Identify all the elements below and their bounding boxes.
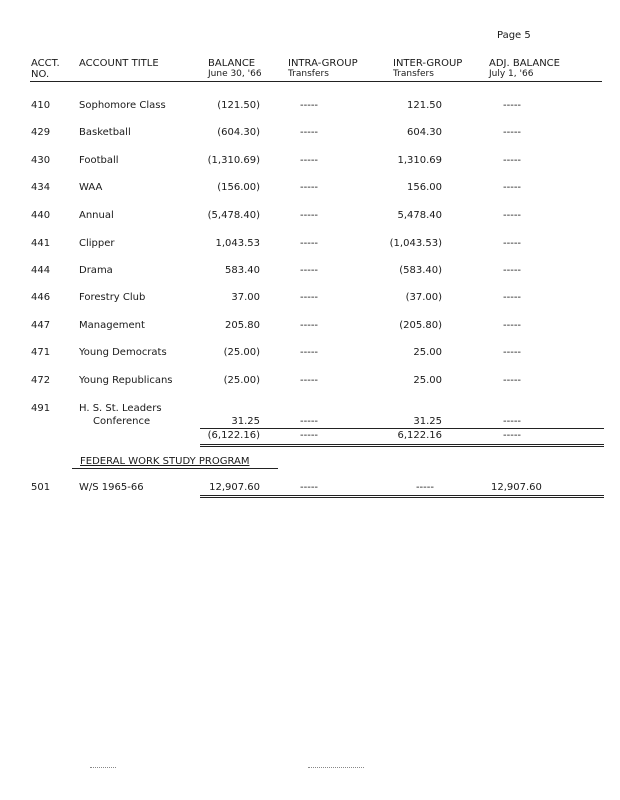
table-row [0, 375, 620, 389]
total-row [0, 430, 620, 444]
account-title: Football [79, 155, 119, 166]
inter-transfer: 156.00 [407, 182, 442, 193]
account-title-line2: Conference [93, 416, 151, 427]
intra-transfer: ----- [300, 482, 319, 493]
final-double-rule-bottom [200, 497, 604, 498]
scan-mark [308, 767, 364, 768]
header-balance-line2: June 30, '66 [208, 69, 262, 79]
account-title: Management [79, 320, 145, 331]
header-account-title: ACCOUNT TITLE [79, 58, 159, 69]
account-title: Drama [79, 265, 113, 276]
section-rule [72, 468, 278, 469]
account-title: WAA [79, 182, 103, 193]
acct-no: 491 [31, 403, 51, 414]
intra-transfer: ----- [300, 238, 319, 249]
header-balance-line1: BALANCE [208, 58, 256, 69]
table-row [0, 292, 620, 306]
balance: (25.00) [223, 375, 260, 386]
table-row-501 [0, 482, 620, 496]
total-intra: ----- [300, 430, 319, 441]
total-double-rule-bottom [200, 446, 604, 447]
intra-transfer: ----- [300, 292, 319, 303]
header-balance [208, 58, 262, 80]
acct-no: 444 [31, 265, 51, 276]
table-row [0, 210, 620, 224]
account-title: Forestry Club [79, 292, 146, 303]
account-title: Young Democrats [79, 347, 167, 358]
intra-transfer: ----- [300, 182, 319, 193]
acct-no: 429 [31, 127, 51, 138]
adj-balance: 12,907.60 [491, 482, 542, 493]
balance: (121.50) [217, 100, 260, 111]
table-row [0, 347, 620, 361]
inter-transfer: 121.50 [407, 100, 442, 111]
acct-no: 430 [31, 155, 51, 166]
inter-transfer: 31.25 [413, 416, 442, 427]
header-adj-balance [489, 58, 560, 80]
acct-no: 501 [31, 482, 51, 493]
table-row [0, 182, 620, 196]
table-row [0, 155, 620, 169]
page-number: Page 5 [497, 30, 531, 41]
acct-no: 440 [31, 210, 51, 221]
balance: (604.30) [217, 127, 260, 138]
account-title: Sophomore Class [79, 100, 166, 111]
balance: (1,310.69) [207, 155, 260, 166]
table-row-491 [0, 403, 620, 417]
inter-transfer: (37.00) [405, 292, 442, 303]
adj-balance: ----- [503, 210, 522, 221]
balance: 1,043.53 [215, 238, 260, 249]
intra-transfer: ----- [300, 210, 319, 221]
header-inter-group [393, 58, 462, 80]
intra-transfer: ----- [300, 416, 319, 427]
table-row [0, 127, 620, 141]
adj-balance: ----- [503, 100, 522, 111]
account-title: W/S 1965-66 [79, 482, 144, 493]
adj-balance: ----- [503, 265, 522, 276]
acct-no: 471 [31, 347, 51, 358]
final-double-rule-top [200, 495, 604, 496]
header-intra-group [288, 58, 358, 80]
subtotal-rule [200, 428, 604, 429]
table-row [0, 320, 620, 334]
inter-transfer: (1,043.53) [389, 238, 442, 249]
adj-balance: ----- [503, 320, 522, 331]
adj-balance: ----- [503, 416, 522, 427]
account-title: Young Republicans [79, 375, 173, 386]
adj-balance: ----- [503, 127, 522, 138]
header-inter-line1: INTER-GROUP [393, 58, 463, 69]
adj-balance: ----- [503, 182, 522, 193]
acct-no: 441 [31, 238, 51, 249]
intra-transfer: ----- [300, 347, 319, 358]
acct-no: 472 [31, 375, 51, 386]
inter-transfer: 5,478.40 [397, 210, 442, 221]
balance: 583.40 [225, 265, 260, 276]
section-title: FEDERAL WORK STUDY PROGRAM [80, 456, 250, 467]
account-title-line1: H. S. St. Leaders [79, 403, 162, 414]
balance: 31.25 [231, 416, 260, 427]
acct-no: 446 [31, 292, 51, 303]
header-inter-line2: Transfers [393, 69, 434, 79]
intra-transfer: ----- [300, 155, 319, 166]
table-row [0, 100, 620, 114]
adj-balance: ----- [503, 155, 522, 166]
inter-transfer: (583.40) [399, 265, 442, 276]
adj-balance: ----- [503, 375, 522, 386]
balance: 12,907.60 [209, 482, 260, 493]
total-adj: ----- [503, 430, 522, 441]
total-inter: 6,122.16 [397, 430, 442, 441]
balance: (156.00) [217, 182, 260, 193]
inter-transfer: (205.80) [399, 320, 442, 331]
balance: 205.80 [225, 320, 260, 331]
account-title: Annual [79, 210, 114, 221]
intra-transfer: ----- [300, 320, 319, 331]
acct-no: 434 [31, 182, 51, 193]
acct-no: 410 [31, 100, 51, 111]
header-rule [30, 81, 602, 82]
balance: 37.00 [231, 292, 260, 303]
header-intra-line2: Transfers [288, 69, 329, 79]
intra-transfer: ----- [300, 127, 319, 138]
inter-transfer: 25.00 [413, 375, 442, 386]
total-balance: (6,122.16) [207, 430, 260, 441]
intra-transfer: ----- [300, 265, 319, 276]
adj-balance: ----- [503, 292, 522, 303]
table-row [0, 238, 620, 252]
adj-balance: ----- [503, 238, 522, 249]
account-title: Basketball [79, 127, 131, 138]
acct-no: 447 [31, 320, 51, 331]
inter-transfer: 25.00 [413, 347, 442, 358]
balance: (5,478.40) [207, 210, 260, 221]
table-row [0, 265, 620, 279]
inter-transfer: ----- [415, 482, 434, 493]
header-acct-no [31, 58, 60, 80]
inter-transfer: 604.30 [407, 127, 442, 138]
intra-transfer: ----- [300, 375, 319, 386]
header-adj-line2: July 1, '66 [489, 69, 534, 79]
total-double-rule-top [200, 444, 604, 445]
header-acct-line2: NO. [31, 69, 50, 80]
adj-balance: ----- [503, 347, 522, 358]
intra-transfer: ----- [300, 100, 319, 111]
inter-transfer: 1,310.69 [397, 155, 442, 166]
scan-mark [90, 767, 116, 768]
header-adj-line1: ADJ. BALANCE [489, 58, 560, 69]
header-acct-line1: ACCT. [31, 58, 60, 69]
balance: (25.00) [223, 347, 260, 358]
header-intra-line1: INTRA-GROUP [288, 58, 358, 69]
account-title: Clipper [79, 238, 115, 249]
